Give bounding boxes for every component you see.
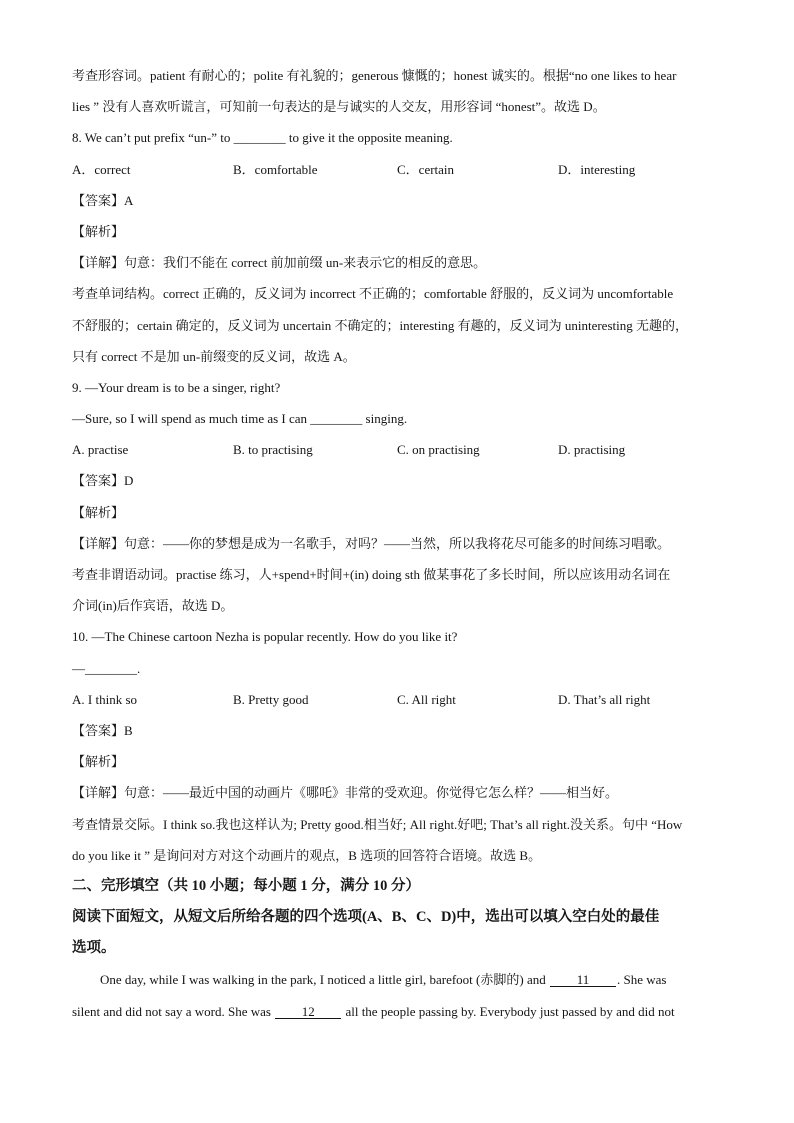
passage-text: One day, while I was walking in the park, I noticed a little girl, barefoot (赤脚的) and <box>100 972 549 988</box>
analysis-label: 【解析】 <box>72 504 125 520</box>
option-c: C. on practising <box>397 442 480 458</box>
passage-text: all the people passing by. Everybody just passed by and did not <box>342 1003 675 1019</box>
detail-line: 考查非谓语动词。practise 练习，人+spend+时间+(in) doing sth 做某事花了多长时间，所以应该用动名词在 <box>72 567 671 582</box>
detail-line: 【详解】句意：我们不能在 correct 前加前缀 un-来表示它的相反的意思。 <box>72 255 487 271</box>
section-instructions: 阅读下面短文，从短文后所给各题的四个选项(A、B、C、D)中，选出可以填入空白处的最佳 <box>72 909 660 926</box>
option-c: C．certain <box>397 161 455 177</box>
answer-label: 【答案】 <box>72 722 125 738</box>
answer-value: D <box>124 473 134 489</box>
answer-line <box>72 465 722 496</box>
detail-line: 【详解】句意：——最近中国的动画片《哪吒》非常的受欢迎。你觉得它怎么样？——相当好。 <box>72 785 619 801</box>
analysis-label: 【解析】 <box>72 754 125 770</box>
explanation-line: lies ” 没有人喜欢听谎言，可知前一句表达的是与诚实的人交友，用形容词 “honest”。故选 D。 <box>72 99 606 115</box>
options-row <box>72 684 722 715</box>
option-d: D. That’s all right <box>558 691 651 707</box>
option-d: D. practising <box>558 442 626 458</box>
passage-text: silent and did not say a word. She was <box>72 1003 275 1019</box>
passage-line <box>72 964 722 995</box>
option-c: C. All right <box>397 691 456 707</box>
detail-line: 【详解】句意：——你的梦想是成为一名歌手，对吗？——当然，所以我将花尽可能多的时间练习唱歌。 <box>72 535 671 551</box>
option-b: B. Pretty good <box>233 691 309 707</box>
options-row <box>72 434 722 465</box>
cloze-blank-11: 11 <box>550 973 616 987</box>
option-a: A. practise <box>72 442 129 458</box>
section-title: 二、完形填空（共 10 小题；每小题 1 分，满分 10 分） <box>72 877 420 894</box>
question-stem: 9. —Your dream is to be a singer, right? <box>72 379 281 395</box>
option-d: D．interesting <box>558 161 636 177</box>
option-a: A．correct <box>72 161 131 177</box>
answer-label: 【答案】 <box>72 192 125 208</box>
question-stem: 10. —The Chinese cartoon Nezha is popular recently. How do you like it? <box>72 629 458 645</box>
option-b: B. to practising <box>233 442 313 458</box>
detail-line: do you like it ” 是询问对方对这个动画片的观点，B 选项的回答符合语境。故选 B。 <box>72 847 542 863</box>
cloze-blank-12: 12 <box>275 1005 341 1019</box>
options-row <box>72 154 722 185</box>
answer-value: B <box>124 722 133 738</box>
option-a: A. I think so <box>72 691 137 707</box>
passage-text: . She was <box>616 972 667 988</box>
explanation-line: 考查形容词。patient 有耐心的；polite 有礼貌的；generous 慷慨的；honest 诚实的。根据“no one likes to hear <box>72 68 677 83</box>
detail-line: 不舒服的；certain 确定的，反义词为 uncertain 不确定的；interesting 有趣的，反义词为 uninteresting 无趣的， <box>72 317 688 333</box>
detail-line: 介词(in)后作宾语，故选 D。 <box>72 598 234 614</box>
answer-value: A <box>124 192 134 208</box>
answer-line <box>72 715 722 746</box>
question-stem: —________. <box>72 660 141 676</box>
option-b: B．comfortable <box>233 161 318 177</box>
question-stem: —Sure, so I will spend as much time as I can ________ singing. <box>72 411 408 427</box>
detail-line: 只有 correct 不是加 un-前缀变的反义词，故选 A。 <box>72 348 356 364</box>
question-stem: 8. We can’t put prefix “un-” to ________ to give it the opposite meaning. <box>72 130 453 146</box>
page-content <box>72 60 722 1027</box>
section-instructions: 选项。 <box>72 940 116 957</box>
answer-line <box>72 185 722 216</box>
passage-line <box>72 996 722 1027</box>
analysis-label: 【解析】 <box>72 223 125 239</box>
detail-line: 考查单词结构。correct 正确的，反义词为 incorrect 不正确的；comfortable 舒服的，反义词为 uncomfortable <box>72 286 674 302</box>
answer-label: 【答案】 <box>72 473 125 489</box>
detail-line: 考查情景交际。I think so.我也这样认为; Pretty good.相当好; All right.好吧; That’s all right.没关系。句中 “How <box>72 816 683 832</box>
